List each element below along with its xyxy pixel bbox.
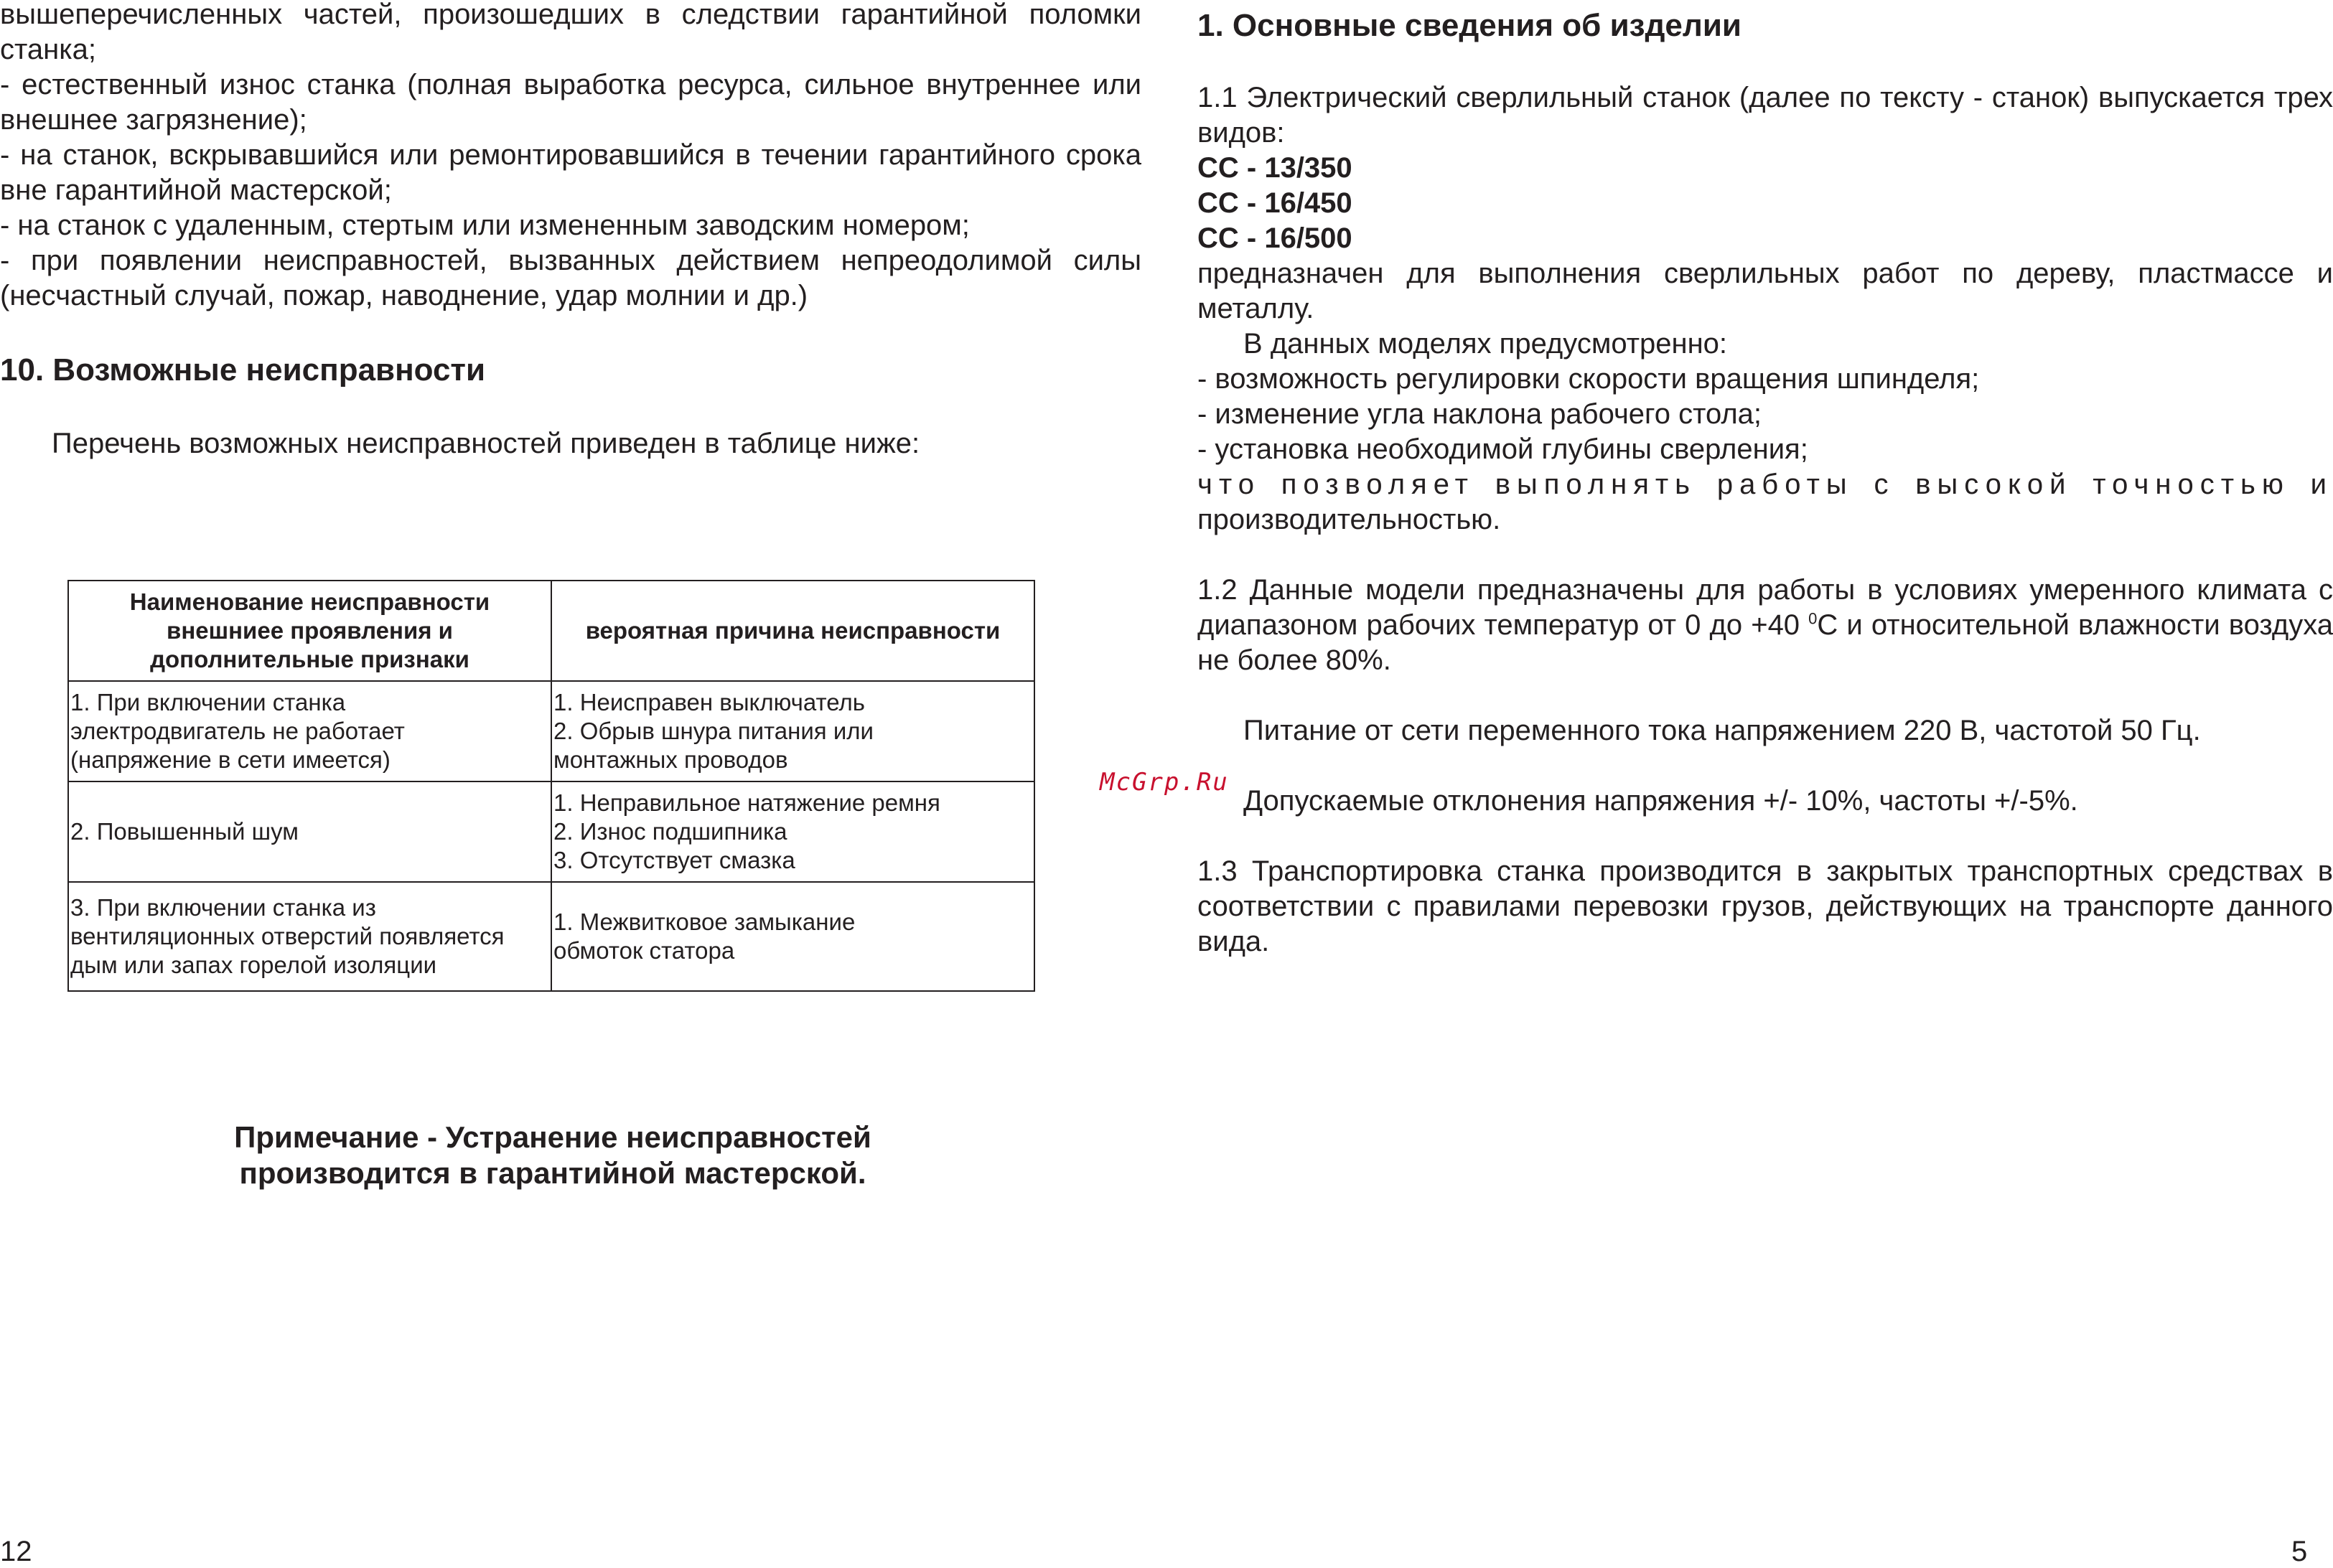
degree-mark: 0 (1808, 609, 1818, 628)
table-row (68, 681, 1034, 781)
table-cell-cause: 1. Межвитковое замыкание обмоток статора (551, 882, 1034, 991)
table-header-fault: Наименование неисправности внешниее проявления и дополнительные признаки (68, 581, 551, 681)
model-3: СС - 16/500 (1197, 222, 1352, 254)
feature-item: - возможность регулировки скорости вращения шпинделя; (1197, 363, 1980, 395)
paragraph-1-2-part2: С и относительной влажности воздуха не более 80%. (1197, 609, 2333, 676)
purpose-text: предназначен для выполнения сверлильных работ по дереву, пластмассе и металлу. (1197, 258, 2333, 324)
table-cell-fault: 2. Повышенный шум (68, 781, 551, 882)
section-title-faults: 10. Возможные неисправности (0, 352, 486, 388)
table-cell-fault: 3. При включении станка из вентиляционных отверстий появляется дым или запах горелой изоляции (68, 882, 551, 991)
paragraph-1-2-part1: 1.2 Данные модели предназначены для работы в условиях умеренного климата с диапазоном рабочих температур от 0 до +40 (1197, 574, 2333, 641)
table-cell-cause: 1. Неправильное натяжение ремня 2. Износ подшипника 3. Отсутствует смазка (551, 781, 1034, 882)
model-1: СС - 13/350 (1197, 152, 1352, 184)
tolerance-text: Допускаемые отклонения напряжения +/- 10%, частоты +/-5%. (1243, 785, 2078, 817)
watermark: McGrp.Ru (1100, 768, 1229, 797)
page-number-right: 5 (2291, 1536, 2308, 1567)
paragraph-1-1: 1.1 Электрический сверлильный станок (далее по тексту - станок) выпускается трех видов: (1197, 82, 2333, 149)
features-intro: В данных моделях предусмотренно: (1243, 328, 1728, 360)
features-outro-line2: производительностью. (1197, 504, 1501, 535)
feature-item: - установка необходимой глубины сверления; (1197, 433, 1808, 465)
table-header-cause: вероятная причина неисправности (551, 581, 1034, 681)
power-supply-text: Питание от сети переменного тока напряжением 220 В, частотой 50 Гц. (1243, 715, 2201, 746)
table-cell-fault: 1. При включении станка электродвигатель не работает (напряжение в сети имеется) (68, 681, 551, 781)
table-header-row (68, 581, 1034, 681)
faults-intro: Перечень возможных неисправностей приведен в таблице ниже: (52, 428, 920, 459)
features-outro-line1: что позволяет выполнять работы с высокой точностью и (1197, 469, 2333, 500)
warranty-exclusion-opened: - на станок, вскрывавшийся или ремонтировавшийся в течении гарантийного срока вне гарантийной мастерской; (0, 139, 1141, 206)
feature-item: - изменение угла наклона рабочего стола; (1197, 398, 1762, 430)
warranty-exclusion-force-majeure: - при появлении неисправностей, вызванных действием непреодолимой силы (несчастный случай, пожар, наводнение, удар молнии и др.) (0, 245, 1141, 311)
paragraph-1-2 (1197, 573, 2333, 678)
warranty-exclusion-wear: - естественный износ станка (полная выработка ресурса, сильное внутреннее или внешнее загрязнение); (0, 69, 1141, 136)
table-row (68, 882, 1034, 991)
warranty-exclusion-continued: вышеперечисленных частей, произошедших в следствии гарантийной поломки станка; (0, 0, 1141, 65)
table-row (68, 781, 1034, 882)
model-2: СС - 16/450 (1197, 187, 1352, 219)
section-title-product-info: 1. Основные сведения об изделии (1197, 8, 1741, 43)
table-cell-cause: 1. Неисправен выключатель 2. Обрыв шнура питания или монтажных проводов (551, 681, 1034, 781)
warranty-exclusion-serial: - на станок с удаленным, стертым или измененным заводским номером; (0, 210, 970, 241)
paragraph-1-3: 1.3 Транспортировка станка производится в закрытых транспортных средствах в соответствии с правилами перевозки грузов, действующих на транспорте данного вида. (1197, 855, 2333, 957)
faults-table (67, 580, 1035, 992)
page-number-left: 12 (0, 1536, 32, 1567)
repair-note: Примечание - Устранение неисправностей производится в гарантийной мастерской. (234, 1120, 871, 1190)
